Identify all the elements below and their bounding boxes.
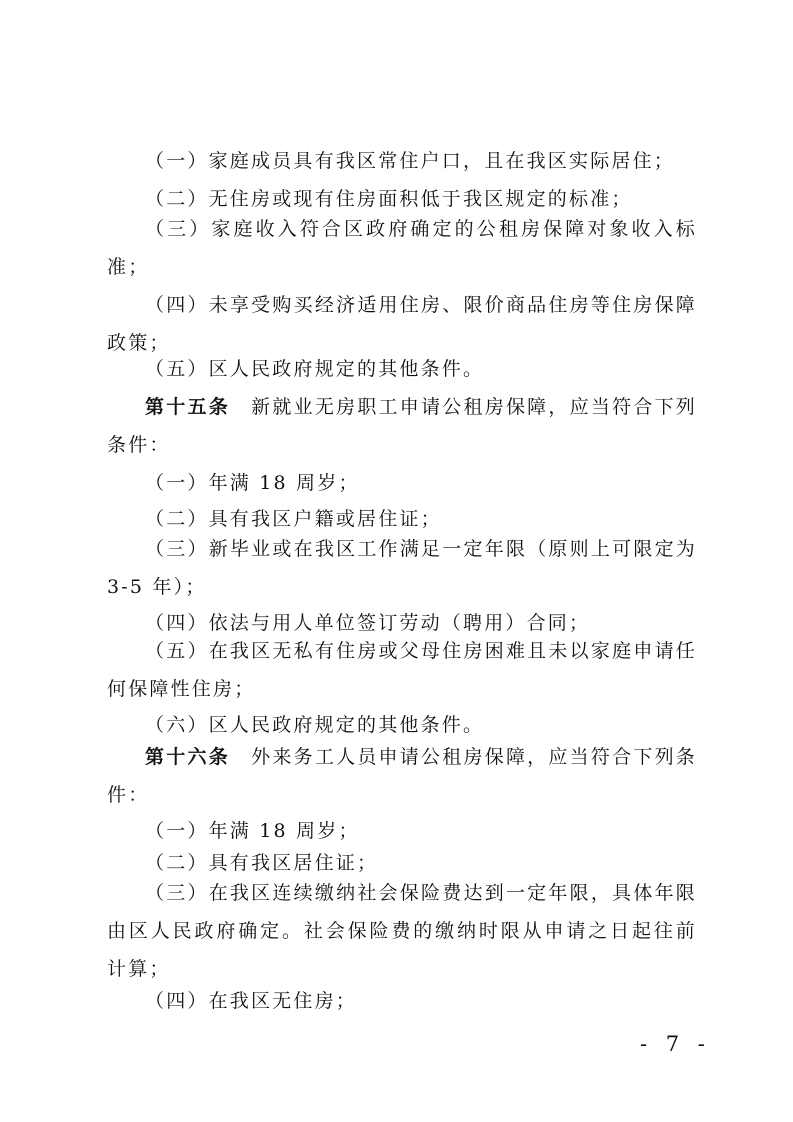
article-text: 新就业无房职工申请公租房保障，应当符合下列条件： (107, 396, 697, 456)
article-text: 外来务工人员申请公租房保障，应当符合下列条件： (107, 746, 697, 806)
paragraph-5 (107, 350, 697, 388)
article-15 (107, 388, 697, 464)
paragraph-7 (107, 464, 697, 502)
article-16 (107, 738, 697, 814)
paragraph-text: （五）区人民政府规定的其他条件。 (145, 358, 485, 380)
paragraph-text: （三）新毕业或在我区工作满足一定年限（原则上可限定为3-5 年）； (107, 538, 697, 598)
paragraph-text: （一）年满 18 周岁； (145, 472, 360, 494)
paragraph-text: （二）无住房或现有住房面积低于我区规定的标准； (145, 188, 633, 210)
paragraph-text: （二）具有我区户籍或居住证； (145, 508, 442, 530)
paragraph-text: （一）家庭成员具有我区常住户口，且在我区实际居住； (145, 150, 676, 172)
paragraph-9 (107, 530, 697, 606)
paragraph-text: （一）年满 18 周岁； (145, 820, 360, 842)
paragraph-16 (107, 874, 697, 988)
paragraph-text: （六）区人民政府规定的其他条件。 (145, 714, 485, 736)
article-heading: 第十六条 (145, 746, 230, 768)
paragraph-text: （四）依法与用人单位签订劳动（聘用）合同； (145, 612, 591, 634)
page-number: - 7 - (640, 1032, 711, 1056)
paragraph-17 (107, 982, 697, 1020)
paragraph-text: （三）在我区连续缴纳社会保险费达到一定年限，具体年限由区人民政府确定。社会保险费的缴纳时限从申请之日起往前计算； (107, 882, 697, 980)
paragraph-text: （四）未享受购买经济适用住房、限价商品住房等住房保障政策； (107, 294, 697, 354)
paragraph-11 (107, 632, 697, 708)
paragraph-1 (107, 142, 697, 180)
paragraph-text: （二）具有我区居住证； (145, 852, 379, 874)
paragraph-text: （四）在我区无住房； (145, 990, 358, 1012)
paragraph-3 (107, 210, 697, 286)
paragraph-text: （三）家庭收入符合区政府确定的公租房保障对象收入标准； (107, 218, 697, 278)
article-heading: 第十五条 (145, 396, 230, 418)
paragraph-text: （五）在我区无私有住房或父母住房困难且未以家庭申请任何保障性住房； (107, 640, 697, 700)
